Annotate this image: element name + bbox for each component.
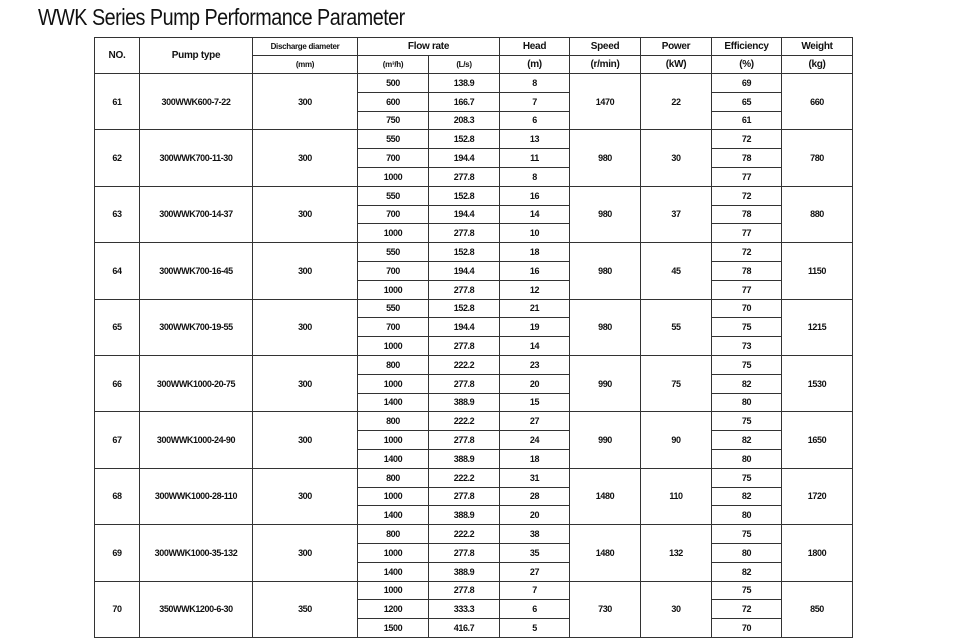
speed-cell: 730 — [570, 581, 641, 637]
efficiency-cell: 73 — [712, 337, 782, 356]
head-cell: 11 — [500, 149, 570, 168]
flow-m3h-cell: 800 — [358, 468, 429, 487]
pump-no-cell: 67 — [95, 412, 140, 468]
flow-ls-cell: 277.8 — [429, 337, 500, 356]
flow-m3h-cell: 1200 — [358, 600, 429, 619]
header-flow-unit-ls: (L/s) — [429, 56, 500, 74]
flow-m3h-cell: 1400 — [358, 506, 429, 525]
flow-ls-cell: 388.9 — [429, 393, 500, 412]
header-speed-unit: (r/min) — [570, 56, 641, 74]
table-row — [95, 74, 853, 93]
flow-ls-cell: 152.8 — [429, 243, 500, 262]
efficiency-cell: 78 — [712, 149, 782, 168]
flow-m3h-cell: 1500 — [358, 619, 429, 638]
efficiency-cell: 82 — [712, 431, 782, 450]
head-cell: 18 — [500, 449, 570, 468]
efficiency-cell: 80 — [712, 506, 782, 525]
efficiency-cell: 72 — [712, 186, 782, 205]
header-flow-unit-m3h: (m³/h) — [358, 56, 429, 74]
power-cell: 45 — [641, 243, 712, 299]
power-cell: 90 — [641, 412, 712, 468]
flow-ls-cell: 222.2 — [429, 468, 500, 487]
flow-m3h-cell: 1000 — [358, 487, 429, 506]
header-discharge-unit: (mm) — [253, 56, 358, 74]
pump-type-cell: 300WWK700-19-55 — [140, 299, 253, 355]
header-head: Head — [500, 38, 570, 56]
head-cell: 23 — [500, 355, 570, 374]
flow-m3h-cell: 1000 — [358, 543, 429, 562]
discharge-diameter-cell: 300 — [253, 186, 358, 242]
power-cell: 110 — [641, 468, 712, 524]
head-cell: 35 — [500, 543, 570, 562]
efficiency-cell: 77 — [712, 280, 782, 299]
power-cell: 22 — [641, 74, 712, 130]
efficiency-cell: 82 — [712, 562, 782, 581]
efficiency-cell: 61 — [712, 111, 782, 130]
table-header — [95, 38, 853, 74]
pump-no-cell: 68 — [95, 468, 140, 524]
flow-m3h-cell: 1000 — [358, 374, 429, 393]
efficiency-cell: 80 — [712, 393, 782, 412]
efficiency-cell: 75 — [712, 525, 782, 544]
flow-ls-cell: 194.4 — [429, 149, 500, 168]
flow-ls-cell: 277.8 — [429, 487, 500, 506]
pump-no-cell: 65 — [95, 299, 140, 355]
flow-m3h-cell: 1400 — [358, 393, 429, 412]
head-cell: 10 — [500, 224, 570, 243]
flow-m3h-cell: 700 — [358, 205, 429, 224]
efficiency-cell: 80 — [712, 449, 782, 468]
header-efficiency: Efficiency — [712, 38, 782, 56]
weight-cell: 1150 — [782, 243, 853, 299]
efficiency-cell: 70 — [712, 299, 782, 318]
power-cell: 30 — [641, 581, 712, 637]
pump-type-cell: 300WWK700-11-30 — [140, 130, 253, 186]
pump-type-cell: 300WWK700-14-37 — [140, 186, 253, 242]
speed-cell: 1480 — [570, 525, 641, 581]
flow-ls-cell: 333.3 — [429, 600, 500, 619]
flow-m3h-cell: 550 — [358, 299, 429, 318]
speed-cell: 990 — [570, 355, 641, 411]
weight-cell: 1800 — [782, 525, 853, 581]
flow-m3h-cell: 550 — [358, 243, 429, 262]
pump-type-cell: 300WWK1000-24-90 — [140, 412, 253, 468]
flow-ls-cell: 388.9 — [429, 506, 500, 525]
header-discharge-diameter: Discharge diameter — [253, 38, 358, 56]
efficiency-cell: 69 — [712, 74, 782, 93]
head-cell: 12 — [500, 280, 570, 299]
flow-m3h-cell: 600 — [358, 92, 429, 111]
flow-ls-cell: 222.2 — [429, 525, 500, 544]
efficiency-cell: 77 — [712, 167, 782, 186]
table-row — [95, 581, 853, 600]
pump-no-cell: 69 — [95, 525, 140, 581]
flow-m3h-cell: 1000 — [358, 431, 429, 450]
flow-ls-cell: 277.8 — [429, 167, 500, 186]
efficiency-cell: 72 — [712, 600, 782, 619]
header-speed: Speed — [570, 38, 641, 56]
head-cell: 7 — [500, 92, 570, 111]
head-cell: 27 — [500, 412, 570, 431]
efficiency-cell: 78 — [712, 205, 782, 224]
flow-ls-cell: 152.8 — [429, 299, 500, 318]
head-cell: 14 — [500, 205, 570, 224]
flow-ls-cell: 277.8 — [429, 280, 500, 299]
head-cell: 20 — [500, 374, 570, 393]
head-cell: 6 — [500, 111, 570, 130]
head-cell: 19 — [500, 318, 570, 337]
flow-ls-cell: 277.8 — [429, 543, 500, 562]
header-no: NO. — [95, 38, 140, 74]
flow-m3h-cell: 800 — [358, 525, 429, 544]
power-cell: 75 — [641, 355, 712, 411]
weight-cell: 1215 — [782, 299, 853, 355]
flow-ls-cell: 194.4 — [429, 205, 500, 224]
head-cell: 16 — [500, 186, 570, 205]
flow-m3h-cell: 1400 — [358, 562, 429, 581]
table-body — [95, 74, 853, 638]
pump-parameter-table — [94, 37, 853, 638]
page-title: WWK Series Pump Performance Parameter — [38, 4, 405, 30]
flow-m3h-cell: 750 — [358, 111, 429, 130]
efficiency-cell: 77 — [712, 224, 782, 243]
flow-ls-cell: 222.2 — [429, 412, 500, 431]
head-cell: 24 — [500, 431, 570, 450]
flow-m3h-cell: 700 — [358, 149, 429, 168]
head-cell: 8 — [500, 167, 570, 186]
speed-cell: 980 — [570, 243, 641, 299]
efficiency-cell: 75 — [712, 412, 782, 431]
flow-m3h-cell: 1000 — [358, 337, 429, 356]
flow-m3h-cell: 1000 — [358, 280, 429, 299]
flow-ls-cell: 416.7 — [429, 619, 500, 638]
flow-ls-cell: 277.8 — [429, 431, 500, 450]
speed-cell: 1470 — [570, 74, 641, 130]
pump-type-cell: 350WWK1200-6-30 — [140, 581, 253, 637]
pump-type-cell: 300WWK1000-28-110 — [140, 468, 253, 524]
pump-type-cell: 300WWK700-16-45 — [140, 243, 253, 299]
efficiency-cell: 72 — [712, 243, 782, 262]
pump-no-cell: 70 — [95, 581, 140, 637]
flow-m3h-cell: 800 — [358, 412, 429, 431]
pump-type-cell: 300WWK1000-20-75 — [140, 355, 253, 411]
discharge-diameter-cell: 300 — [253, 525, 358, 581]
efficiency-cell: 82 — [712, 487, 782, 506]
efficiency-cell: 70 — [712, 619, 782, 638]
flow-m3h-cell: 1400 — [358, 449, 429, 468]
flow-m3h-cell: 1000 — [358, 224, 429, 243]
flow-ls-cell: 166.7 — [429, 92, 500, 111]
header-weight: Weight — [782, 38, 853, 56]
flow-m3h-cell: 1000 — [358, 581, 429, 600]
flow-ls-cell: 152.8 — [429, 186, 500, 205]
efficiency-cell: 75 — [712, 468, 782, 487]
power-cell: 30 — [641, 130, 712, 186]
pump-type-cell: 300WWK600-7-22 — [140, 74, 253, 130]
efficiency-cell: 82 — [712, 374, 782, 393]
pump-no-cell: 61 — [95, 74, 140, 130]
speed-cell: 990 — [570, 412, 641, 468]
power-cell: 132 — [641, 525, 712, 581]
weight-cell: 880 — [782, 186, 853, 242]
efficiency-cell: 72 — [712, 130, 782, 149]
head-cell: 21 — [500, 299, 570, 318]
efficiency-cell: 75 — [712, 318, 782, 337]
table-row — [95, 243, 853, 262]
weight-cell: 1530 — [782, 355, 853, 411]
weight-cell: 660 — [782, 74, 853, 130]
table-row — [95, 130, 853, 149]
pump-no-cell: 66 — [95, 355, 140, 411]
discharge-diameter-cell: 300 — [253, 299, 358, 355]
header-head-unit: (m) — [500, 56, 570, 74]
head-cell: 38 — [500, 525, 570, 544]
head-cell: 14 — [500, 337, 570, 356]
table-row — [95, 468, 853, 487]
flow-ls-cell: 194.4 — [429, 261, 500, 280]
pump-type-cell: 300WWK1000-35-132 — [140, 525, 253, 581]
head-cell: 7 — [500, 581, 570, 600]
power-cell: 37 — [641, 186, 712, 242]
discharge-diameter-cell: 350 — [253, 581, 358, 637]
discharge-diameter-cell: 300 — [253, 130, 358, 186]
head-cell: 27 — [500, 562, 570, 581]
head-cell: 20 — [500, 506, 570, 525]
table-row — [95, 412, 853, 431]
weight-cell: 1650 — [782, 412, 853, 468]
speed-cell: 980 — [570, 130, 641, 186]
speed-cell: 980 — [570, 299, 641, 355]
efficiency-cell: 65 — [712, 92, 782, 111]
head-cell: 5 — [500, 619, 570, 638]
flow-ls-cell: 152.8 — [429, 130, 500, 149]
discharge-diameter-cell: 300 — [253, 74, 358, 130]
flow-m3h-cell: 550 — [358, 130, 429, 149]
header-pump-type: Pump type — [140, 38, 253, 74]
power-cell: 55 — [641, 299, 712, 355]
header-power: Power — [641, 38, 712, 56]
speed-cell: 1480 — [570, 468, 641, 524]
head-cell: 8 — [500, 74, 570, 93]
head-cell: 6 — [500, 600, 570, 619]
efficiency-cell: 78 — [712, 261, 782, 280]
table-row — [95, 355, 853, 374]
weight-cell: 850 — [782, 581, 853, 637]
efficiency-cell: 75 — [712, 355, 782, 374]
table-row — [95, 299, 853, 318]
weight-cell: 780 — [782, 130, 853, 186]
head-cell: 16 — [500, 261, 570, 280]
head-cell: 31 — [500, 468, 570, 487]
flow-ls-cell: 277.8 — [429, 374, 500, 393]
flow-ls-cell: 277.8 — [429, 581, 500, 600]
weight-cell: 1720 — [782, 468, 853, 524]
header-flow-rate: Flow rate — [358, 38, 500, 56]
flow-m3h-cell: 800 — [358, 355, 429, 374]
flow-ls-cell: 388.9 — [429, 449, 500, 468]
speed-cell: 980 — [570, 186, 641, 242]
table-row — [95, 186, 853, 205]
efficiency-cell: 75 — [712, 581, 782, 600]
discharge-diameter-cell: 300 — [253, 355, 358, 411]
flow-m3h-cell: 700 — [358, 318, 429, 337]
header-power-unit: (kW) — [641, 56, 712, 74]
pump-no-cell: 64 — [95, 243, 140, 299]
discharge-diameter-cell: 300 — [253, 468, 358, 524]
pump-no-cell: 63 — [95, 186, 140, 242]
header-efficiency-unit: (%) — [712, 56, 782, 74]
pump-no-cell: 62 — [95, 130, 140, 186]
head-cell: 13 — [500, 130, 570, 149]
header-weight-unit: (kg) — [782, 56, 853, 74]
flow-ls-cell: 222.2 — [429, 355, 500, 374]
table-row — [95, 525, 853, 544]
discharge-diameter-cell: 300 — [253, 243, 358, 299]
flow-ls-cell: 138.9 — [429, 74, 500, 93]
flow-m3h-cell: 700 — [358, 261, 429, 280]
flow-ls-cell: 208.3 — [429, 111, 500, 130]
flow-ls-cell: 388.9 — [429, 562, 500, 581]
flow-m3h-cell: 550 — [358, 186, 429, 205]
head-cell: 28 — [500, 487, 570, 506]
flow-m3h-cell: 500 — [358, 74, 429, 93]
flow-ls-cell: 194.4 — [429, 318, 500, 337]
flow-m3h-cell: 1000 — [358, 167, 429, 186]
head-cell: 18 — [500, 243, 570, 262]
flow-ls-cell: 277.8 — [429, 224, 500, 243]
efficiency-cell: 80 — [712, 543, 782, 562]
head-cell: 15 — [500, 393, 570, 412]
discharge-diameter-cell: 300 — [253, 412, 358, 468]
